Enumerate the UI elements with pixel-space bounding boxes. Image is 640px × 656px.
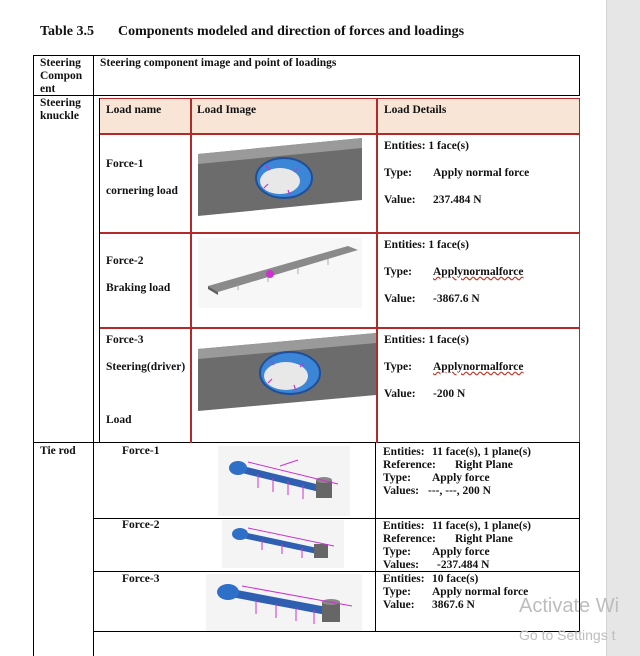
tierod-row3-v1: 10 face(s) [432,573,479,585]
grid-line [190,98,192,443]
tierod-row3-v2: Apply normal force [432,586,529,598]
tierod-row2-v1: 11 face(s), 1 plane(s) [432,520,532,532]
tierod-row2-v3: Apply force [432,546,490,558]
tierod-row2-name: Force-2 [122,519,160,531]
knuckle-row3-type-value: Applynormalforce [433,361,524,373]
tierod-row1-v4: ---, ---, 200 N [428,485,491,497]
tierod-row1-v2: Right Plane [455,459,513,471]
tierod-row3-name: Force-3 [122,573,160,585]
knuckle-row3-type-label: Type: [384,361,412,373]
knuckle-row1-type-value: Apply normal force [433,167,530,179]
header-component-label-3: ent [40,83,56,95]
tierod-row2-l1: Entities: [383,520,425,532]
table-caption [40,24,464,40]
grid-line [99,98,100,443]
grid-line [376,98,378,443]
inner-table-header [100,99,579,133]
knuckle-row2-name: Force-2 [106,255,144,267]
tierod-row1-l2: Reference: [383,459,436,471]
knuckle-row2-type-value: Applynormalforce [433,266,524,278]
header-component-label-1: Steering [40,57,81,69]
tierod-row1-l4: Values: [383,485,419,497]
knuckle-row2-entities: Entities: 1 face(s) [384,239,469,251]
grid-line [99,232,580,234]
tierod-row3-v3: 3867.6 N [432,599,475,611]
knuckle-row2-value-value: -3867.6 N [433,293,480,305]
tie-rod-label: Tie rod [40,445,76,457]
grid-line [93,571,580,572]
tie-rod-image [218,446,350,516]
table-number: Table 3.5 [40,24,94,39]
activation-watermark-subtitle: Go to Settings t [519,627,616,643]
knuckle-row3-value-label: Value: [384,388,416,400]
tie-rod-image [206,574,362,632]
load-image-header: Load Image [197,104,257,116]
grid-line [99,98,580,99]
knuckle-row1-name: Force-1 [106,158,144,170]
tierod-row2-l2: Reference: [383,533,436,545]
tierod-row2-v4: -237.484 N [437,559,490,571]
tierod-row3-l3: Value: [383,599,415,611]
grid-line [579,98,580,443]
knuckle-row1-type-label: Type: [384,167,412,179]
plate-with-hole-image [198,138,362,216]
knuckle-row1-value-label: Value: [384,194,416,206]
tierod-row1-v3: Apply force [432,472,490,484]
grid-line [33,442,580,443]
grid-line [579,55,580,96]
knuckle-row1-value-value: 237.484 N [433,194,482,206]
knuckle-row2-load: Braking load [106,282,171,294]
knuckle-row2-value-label: Value: [384,293,416,305]
grid-line [93,518,580,519]
knuckle-row3-load-2: Load [106,414,132,426]
knuckle-row1-load: cornering load [106,185,178,197]
activation-watermark-title: Activate Wi [519,595,620,617]
grid-line [33,95,580,96]
tierod-row2-v2: Right Plane [455,533,513,545]
tierod-row1-name: Force-1 [122,445,160,457]
tierod-row1-v1: 11 face(s), 1 plane(s) [432,446,532,458]
tierod-row2-l3: Type: [383,546,411,558]
knuckle-row3-value-value: -200 N [433,388,466,400]
steering-knuckle-label-1: Steering [40,97,81,109]
load-details-header: Load Details [384,104,447,116]
steering-knuckle-label-2: knuckle [40,110,79,122]
window-scrollbar-area[interactable] [606,0,640,656]
header-image-column-label: Steering component image and point of loadings [100,57,337,69]
header-component-label-2: Compon [40,70,83,82]
tierod-row1-l3: Type: [383,472,411,484]
grid-line [99,327,580,329]
tierod-row1-l1: Entities: [383,446,425,458]
knuckle-row3-load: Steering(driver) [106,361,186,373]
tie-rod-image [222,520,344,568]
knuckle-row3-name: Force-3 [106,334,144,346]
grid-line [375,442,376,632]
grid-line [99,133,580,135]
grid-line [93,631,580,632]
tierod-row2-l4: Values: [383,559,419,571]
load-name-header: Load name [106,104,162,116]
grid-line [93,55,94,656]
knuckle-row3-entities: Entities: 1 face(s) [384,334,469,346]
grid-line [33,55,580,56]
tierod-row3-l2: Type: [383,586,411,598]
knuckle-row2-type-label: Type: [384,266,412,278]
tierod-row3-l1: Entities: [383,573,425,585]
long-plate-image [198,238,362,308]
knuckle-row1-entities: Entities: 1 face(s) [384,140,469,152]
grid-line [33,55,34,656]
table-title: Components modeled and direction of forces and loadings [118,24,465,39]
plate-with-hole-image [198,333,376,411]
